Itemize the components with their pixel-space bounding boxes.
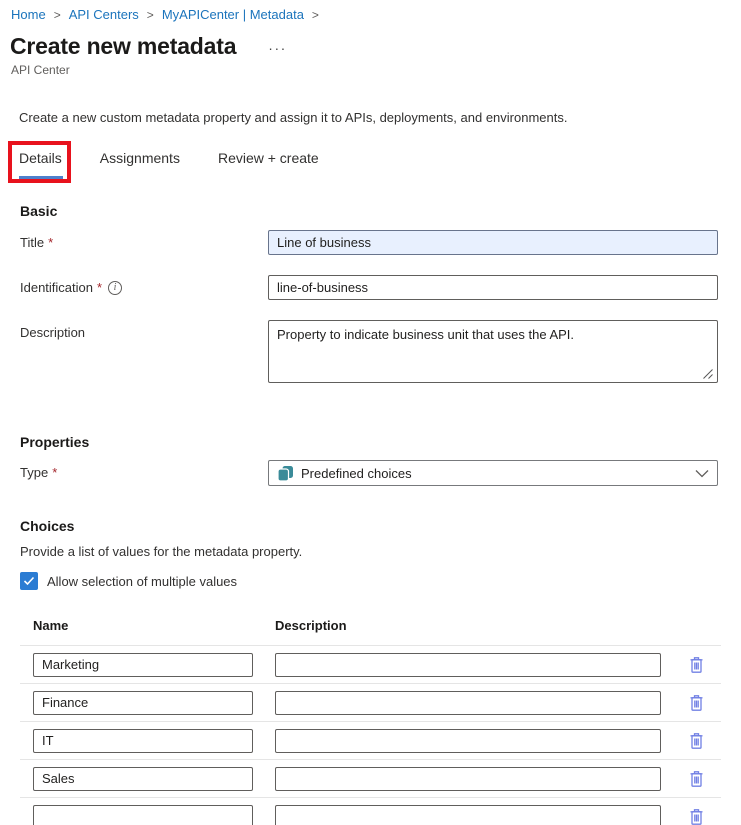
choice-description-input[interactable] (275, 691, 661, 715)
trash-icon (688, 732, 705, 750)
breadcrumb-home[interactable]: Home (11, 7, 46, 22)
title-field-label (20, 230, 268, 250)
choice-description-input[interactable] (275, 805, 661, 825)
basic-section-heading: Basic (20, 203, 58, 219)
type-dropdown[interactable] (268, 460, 718, 486)
breadcrumb-separator: > (53, 8, 61, 22)
identification-field-label (20, 275, 268, 295)
breadcrumb-api-centers[interactable]: API Centers (68, 7, 139, 22)
choice-name-input[interactable] (33, 691, 253, 715)
delete-choice-button[interactable] (688, 770, 705, 788)
tab-bar (19, 150, 741, 182)
page-subtitle: API Center (11, 63, 70, 77)
predefined-choices-icon (277, 465, 294, 482)
choice-name-input[interactable] (33, 767, 253, 791)
required-asterisk: * (97, 280, 103, 295)
column-header-description: Description (275, 618, 347, 633)
trash-icon (688, 770, 705, 788)
title-input[interactable] (268, 230, 718, 255)
choices-table (0, 618, 741, 825)
delete-choice-button[interactable] (688, 732, 705, 750)
breadcrumb-separator: > (311, 8, 319, 22)
choice-row (20, 721, 721, 759)
description-label-text: Description (20, 325, 86, 340)
multi-select-checkbox-row (20, 572, 741, 590)
checkmark-icon (23, 576, 35, 586)
choices-description: Provide a list of values for the metadata property. (20, 544, 303, 559)
delete-choice-button[interactable] (688, 808, 705, 825)
tab-assignments[interactable] (100, 150, 180, 176)
choice-description-input[interactable] (275, 729, 661, 753)
identification-input[interactable] (268, 275, 718, 300)
choice-row (20, 645, 721, 683)
delete-choice-button[interactable] (688, 656, 705, 674)
type-field-label (20, 460, 268, 480)
tab-assignments-label: Assignments (99, 150, 180, 166)
more-actions-button[interactable]: ··· (268, 40, 287, 56)
properties-section-heading: Properties (20, 434, 90, 450)
choice-row (20, 797, 721, 825)
description-textarea[interactable] (268, 320, 718, 383)
choices-table-header (0, 618, 741, 645)
chevron-down-icon (695, 469, 709, 478)
trash-icon (688, 694, 705, 712)
breadcrumb-myapicenter-metadata[interactable]: MyAPICenter | Metadata (161, 7, 304, 22)
choice-description-input[interactable] (275, 767, 661, 791)
tab-review-create[interactable] (218, 150, 319, 176)
tab-details[interactable] (19, 150, 62, 176)
required-asterisk: * (52, 465, 58, 480)
trash-icon (688, 656, 705, 674)
tab-review-create-label: Review + create (217, 150, 319, 166)
identification-label-text: Identification (20, 280, 93, 295)
choice-description-input[interactable] (275, 653, 661, 677)
multi-select-label: Allow selection of multiple values (47, 573, 238, 589)
column-header-name: Name (33, 618, 69, 633)
description-field-label (20, 320, 268, 340)
choices-section-heading: Choices (20, 518, 75, 534)
delete-choice-button[interactable] (688, 694, 705, 712)
type-label-text: Type (20, 465, 49, 480)
multi-select-checkbox[interactable] (20, 572, 38, 590)
page-title: Create new metadata (10, 32, 237, 59)
title-label-text: Title (20, 235, 45, 250)
choice-name-input[interactable] (33, 653, 253, 677)
choice-name-input[interactable] (33, 805, 253, 825)
choice-row (20, 683, 721, 721)
trash-icon (688, 808, 705, 825)
required-asterisk: * (48, 235, 54, 250)
type-dropdown-value: Predefined choices (301, 465, 412, 481)
info-icon[interactable]: i (108, 281, 122, 295)
intro-text: Create a new custom metadata property and assign it to APIs, deployments, and environments. (19, 110, 568, 125)
choice-row (20, 759, 721, 797)
tab-details-label: Details (19, 150, 62, 166)
breadcrumb (0, 0, 741, 22)
breadcrumb-separator: > (146, 8, 154, 22)
choice-name-input[interactable] (33, 729, 253, 753)
